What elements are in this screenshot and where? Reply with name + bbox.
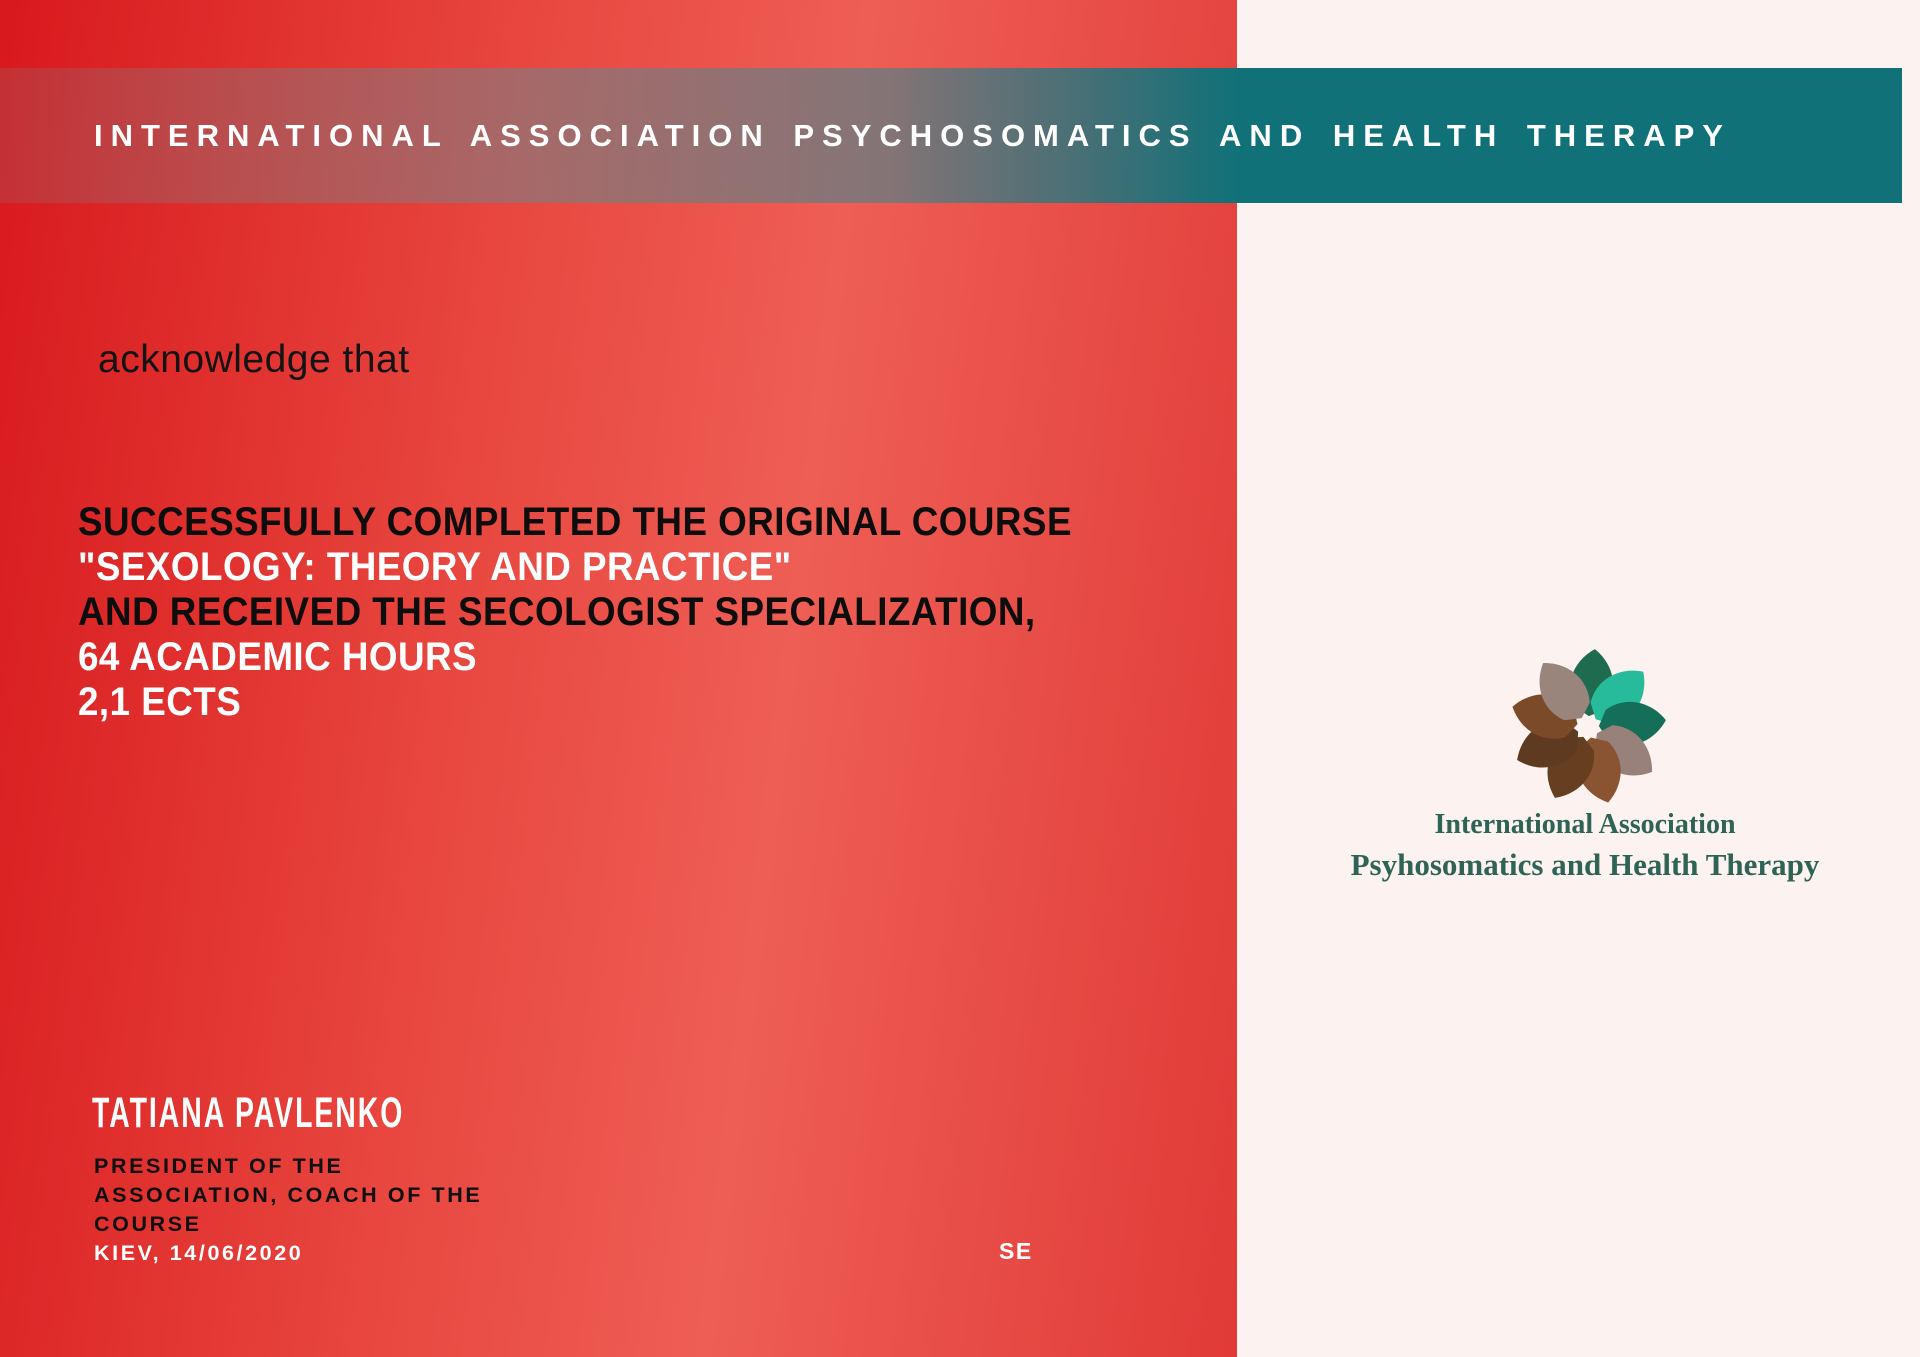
course-line-5: 2,1 ECTS: [78, 680, 242, 724]
signer-role-line-2: ASSOCIATION, COACH OF THE: [94, 1183, 483, 1207]
course-line-3: AND RECEIVED THE SECOLOGIST SPECIALIZATION,: [78, 590, 1036, 634]
association-logo-text: [1235, 806, 1920, 886]
se-watermark: SE: [999, 1238, 1033, 1264]
acknowledge-line: acknowledge that: [98, 338, 410, 381]
course-line-2: "SEXOLOGY: THEORY AND PRACTICE": [78, 545, 792, 589]
association-banner-title: INTERNATIONAL ASSOCIATION PSYCHOSOMATICS AND HEALTH THERAPY: [94, 117, 1731, 153]
course-line-4: 64 ACADEMIC HOURS: [78, 635, 478, 679]
header-banner: [0, 68, 1902, 203]
course-line-1: SUCCESSFULLY COMPLETED THE ORIGINAL COURSE: [78, 500, 1072, 544]
signer-role-line-1: PRESIDENT OF THE: [94, 1154, 344, 1178]
logo-text-line-2: Psyhosomatics and Health Therapy: [1350, 847, 1820, 882]
signer-role-line-3: COURSE: [94, 1212, 202, 1236]
signer-details: [94, 1152, 482, 1268]
association-logo-flower-icon: [1488, 627, 1688, 827]
course-statement: [78, 500, 1072, 725]
logo-text-line-1: International Association: [1434, 809, 1736, 840]
signer-name: TATIANA PAVLENKO: [92, 1089, 405, 1137]
place-date-line: KIEV, 14/06/2020: [94, 1241, 304, 1265]
